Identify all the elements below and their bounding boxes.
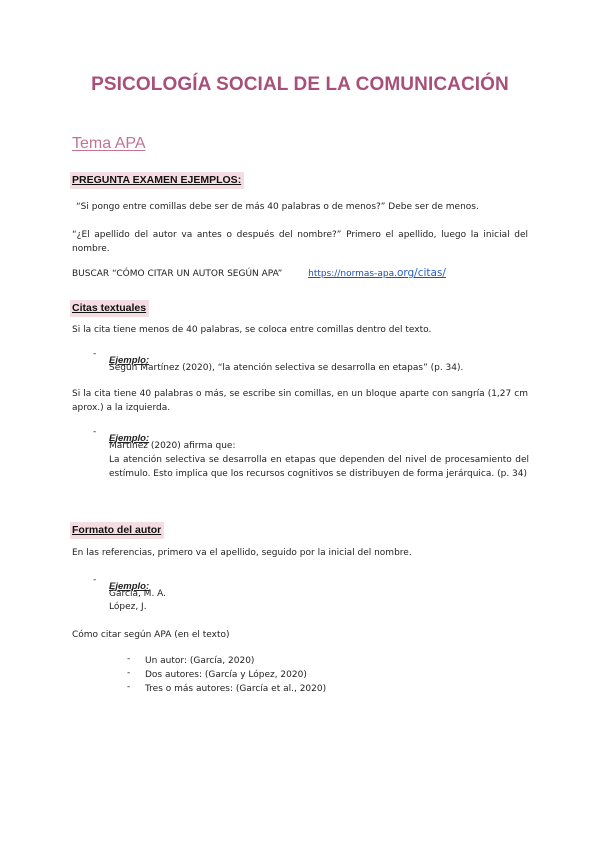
author-name: García, M. A. [109, 589, 167, 599]
apa-intext-item: Dos autores: (García y López, 2020) [145, 670, 307, 680]
example-short-quote: Según Martínez (2020), “la atención selectiva se desarrolla en etapas” (p. 34). [109, 363, 464, 373]
example-label-2: Ejemplo: [109, 433, 150, 444]
formato-heading [70, 518, 164, 539]
citas-rule-short: Si la cita tiene menos de 40 palabras, se coloca entre comillas dentro del texto. [72, 325, 432, 335]
citas-heading [70, 296, 149, 317]
search-prefix: BUSCAR “CÓMO CITAR UN AUTOR SEGÚN APA” [72, 269, 283, 279]
citas-heading-label: Citas textuales [70, 300, 149, 317]
apa-intext-item: Tres o más autores: (García et al., 2020) [145, 684, 327, 694]
bullet-dash: - [93, 427, 97, 437]
bullet-dash: - [127, 668, 131, 678]
example-long-intro: Martínez (2020) afirma que: [109, 441, 236, 451]
search-line [72, 266, 446, 281]
bullet-dash: - [93, 349, 97, 359]
example-long-quote: La atención selectiva se desarrolla en etapas que dependen del nivel de procesamiento del estímulo. Esto implica que los recursos cognitivos se distribuyen de forma jerárquica. (p. 34) [109, 455, 529, 479]
apa-link-part-b: org/citas/ [396, 267, 446, 279]
example-label-1: Ejemplo: [109, 355, 150, 366]
formato-rule: En las referencias, primero va el apellido, seguido por la inicial del nombre. [72, 548, 412, 558]
formato-heading-label: Formato del autor [70, 522, 164, 539]
author-name: López, J. [109, 602, 147, 612]
apa-citations-link[interactable] [308, 269, 446, 279]
citas-rule-long: Si la cita tiene 40 palabras o más, se escribe sin comillas, en un bloque aparte con sangría (1,27 cm aprox.) a la izquierda. [72, 389, 528, 413]
exam-question-2: “¿El apellido del autor va antes o después del nombre?” Primero el apellido, luego la inicial del nombre. [72, 230, 528, 254]
bullet-dash: - [127, 682, 131, 692]
document-title: PSICOLOGÍA SOCIAL DE LA COMUNICACIÓN [91, 74, 509, 95]
apa-intext-intro: Cómo citar según APA (en el texto) [72, 630, 230, 640]
bullet-dash: - [127, 654, 131, 664]
exam-heading [70, 168, 244, 189]
exam-heading-label: PREGUNTA EXAMEN EJEMPLOS: [70, 172, 244, 189]
exam-question-1: “Si pongo entre comillas debe ser de más 40 palabras o de menos?” Debe ser de menos. [76, 202, 479, 212]
bullet-dash: - [93, 575, 97, 585]
example-label-3: Ejemplo: [109, 581, 150, 592]
section-title: Tema APA [72, 135, 146, 152]
apa-intext-item: Un autor: (García, 2020) [145, 656, 255, 666]
apa-link-part-a: https://normas-apa. [308, 269, 397, 279]
